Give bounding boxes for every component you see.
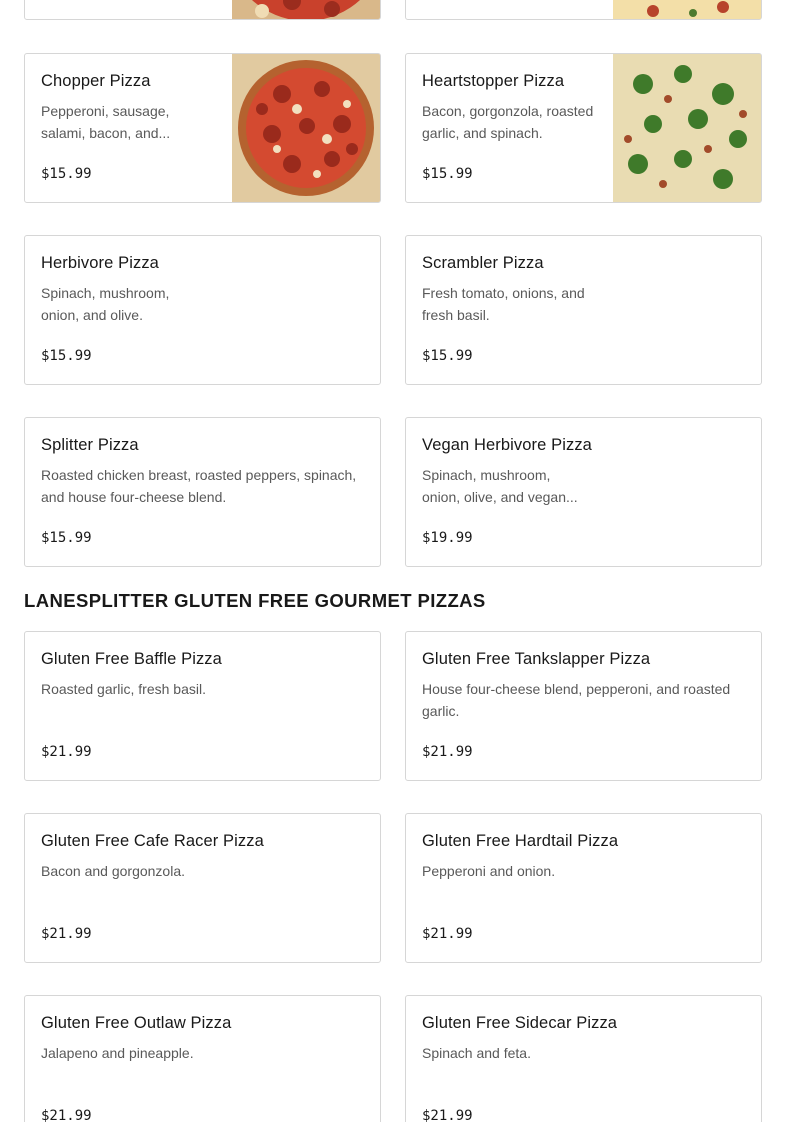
pizza-image bbox=[232, 54, 380, 202]
item-name: Gluten Free Cafe Racer Pizza bbox=[41, 832, 264, 850]
pizza-image bbox=[613, 0, 761, 19]
menu-item-vegan-herbivore-pizza[interactable] bbox=[405, 417, 762, 567]
item-price: $19.99 bbox=[422, 530, 473, 546]
item-price: $15.99 bbox=[422, 166, 473, 182]
section-title-gluten-free: LANESPLITTER GLUTEN FREE GOURMET PIZZAS bbox=[24, 590, 486, 611]
item-description: Spinach and feta. bbox=[422, 1045, 531, 1061]
item-description: Fresh tomato, onions, and fresh basil. bbox=[422, 285, 585, 323]
item-description: Jalapeno and pineapple. bbox=[41, 1045, 194, 1061]
menu-item-gf-outlaw-pizza[interactable] bbox=[24, 995, 381, 1122]
menu-item-scrambler-pizza[interactable] bbox=[405, 235, 762, 385]
item-description: Pepperoni, sausage, salami, bacon, and... bbox=[41, 103, 171, 141]
item-description: Spinach, mushroom, onion, and olive. bbox=[41, 285, 170, 323]
item-description: House four-cheese blend, pepperoni, and roasted garlic. bbox=[422, 681, 731, 719]
item-price: $21.99 bbox=[41, 744, 92, 760]
item-description: Roasted chicken breast, roasted peppers, spinach, and house four-cheese blend. bbox=[41, 467, 357, 505]
menu-item-gf-sidecar-pizza[interactable] bbox=[405, 995, 762, 1122]
item-description: Pepperoni and onion. bbox=[422, 863, 556, 879]
menu-item-gf-tankslapper-pizza[interactable] bbox=[405, 631, 762, 781]
pizza-image bbox=[613, 54, 761, 202]
item-name: Heartstopper Pizza bbox=[422, 72, 565, 90]
menu-item-gf-baffle-pizza[interactable] bbox=[24, 631, 381, 781]
item-name: Gluten Free Hardtail Pizza bbox=[422, 832, 619, 850]
menu-item-gf-cafe-racer-pizza[interactable] bbox=[24, 813, 381, 963]
item-name: Chopper Pizza bbox=[41, 72, 151, 90]
item-price: $21.99 bbox=[422, 744, 473, 760]
item-name: Herbivore Pizza bbox=[41, 254, 159, 272]
item-description: Bacon and gorgonzola. bbox=[41, 863, 185, 879]
item-name: Gluten Free Baffle Pizza bbox=[41, 650, 222, 668]
item-name: Vegan Herbivore Pizza bbox=[422, 436, 592, 454]
menu-item-gf-hardtail-pizza[interactable] bbox=[405, 813, 762, 963]
item-description: Bacon, gorgonzola, roasted garlic, and spinach. bbox=[422, 103, 594, 141]
item-price: $21.99 bbox=[41, 926, 92, 942]
item-price: $15.99 bbox=[422, 348, 473, 364]
item-name: Gluten Free Tankslapper Pizza bbox=[422, 650, 651, 668]
menu-item-splitter-pizza[interactable] bbox=[24, 417, 381, 567]
menu-item-heartstopper-pizza[interactable] bbox=[405, 53, 762, 203]
menu-item-card-partial[interactable] bbox=[405, 0, 762, 20]
item-price: $21.99 bbox=[422, 926, 473, 942]
pizza-image bbox=[232, 0, 380, 19]
item-name: Gluten Free Sidecar Pizza bbox=[422, 1014, 618, 1032]
item-description: Roasted garlic, fresh basil. bbox=[41, 681, 206, 697]
item-name: Gluten Free Outlaw Pizza bbox=[41, 1014, 232, 1032]
menu-item-card-partial[interactable] bbox=[24, 0, 381, 20]
menu-item-chopper-pizza[interactable] bbox=[24, 53, 381, 203]
item-description: Spinach, mushroom, onion, olive, and vegan... bbox=[422, 467, 578, 505]
menu-item-herbivore-pizza[interactable] bbox=[24, 235, 381, 385]
item-price: $21.99 bbox=[422, 1108, 473, 1122]
item-price: $15.99 bbox=[41, 348, 92, 364]
item-name: Scrambler Pizza bbox=[422, 254, 544, 272]
item-name: Splitter Pizza bbox=[41, 436, 139, 454]
item-price: $21.99 bbox=[41, 1108, 92, 1122]
item-price: $15.99 bbox=[41, 530, 92, 546]
item-price: $15.99 bbox=[41, 166, 92, 182]
